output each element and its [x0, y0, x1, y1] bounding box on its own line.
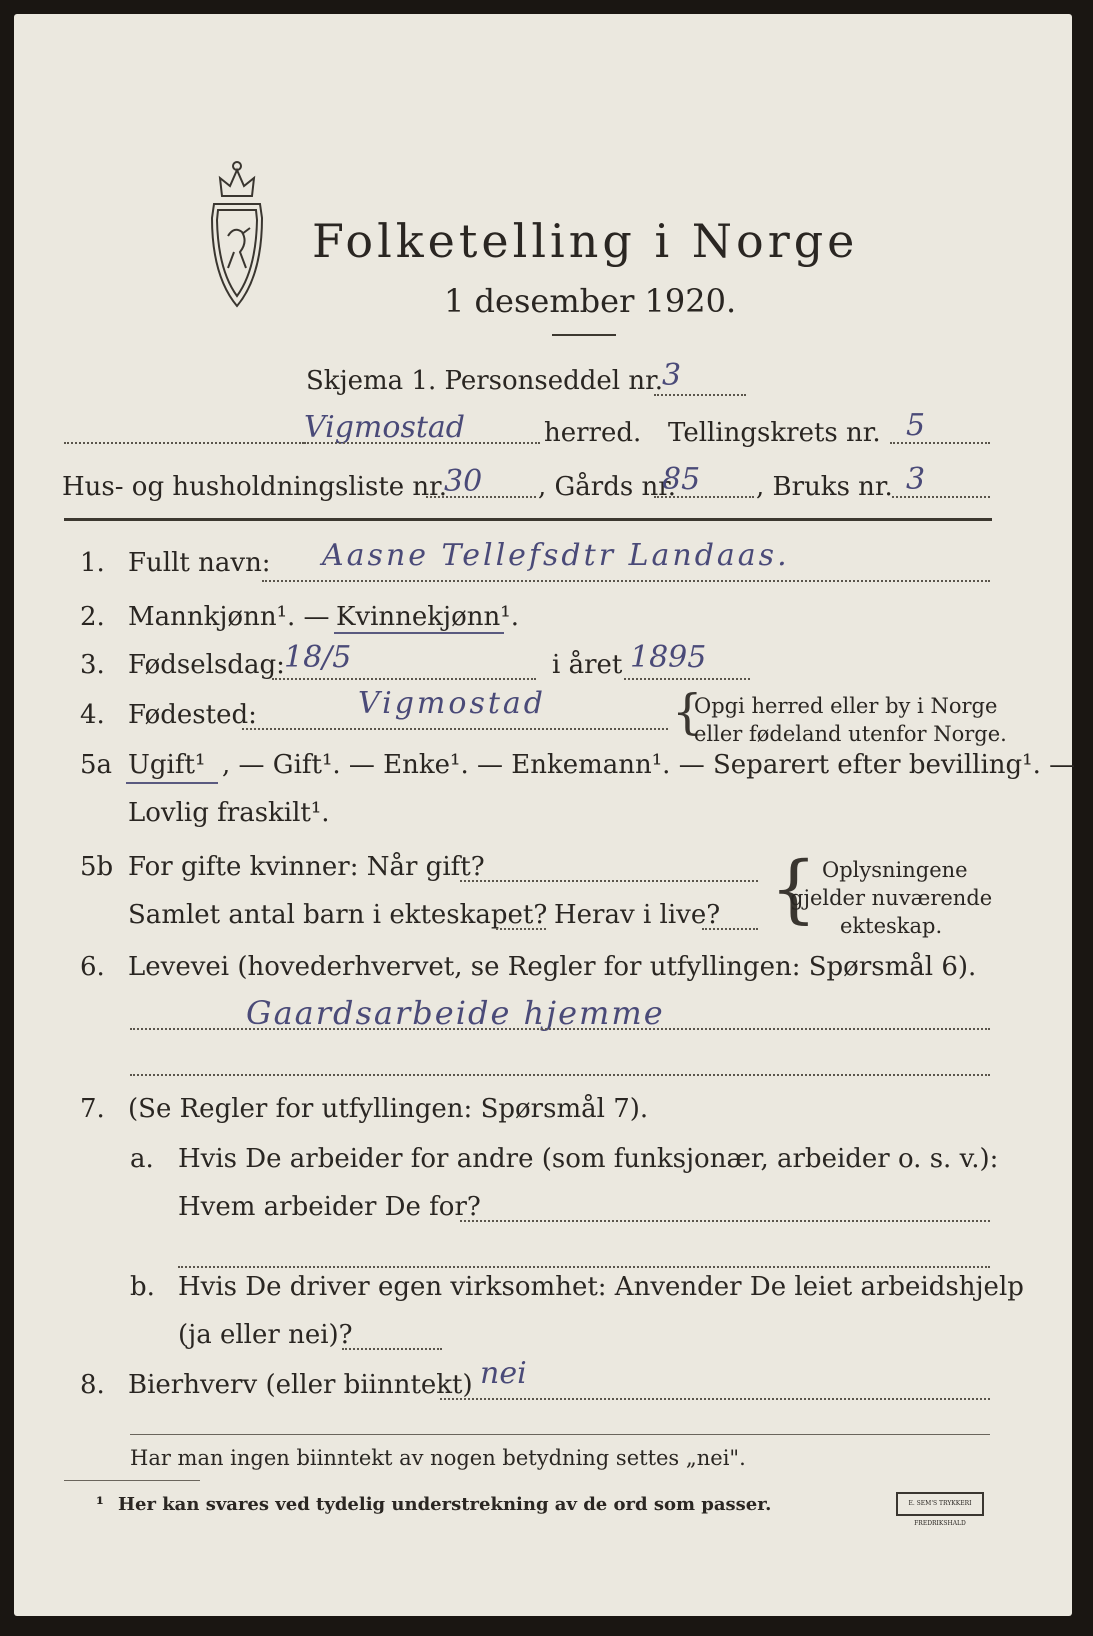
- q7a-line2: [178, 1266, 990, 1268]
- q5b-live-line: [702, 928, 758, 930]
- hus-line: [426, 496, 536, 498]
- gards-label: , Gårds nr.: [538, 472, 677, 502]
- printer-stamp: E. SEM'S TRYKKERI FREDRIKSHALD: [896, 1492, 984, 1516]
- q5b-brace: {: [770, 846, 818, 932]
- q7b-line: [342, 1348, 442, 1350]
- q5a-line2: Lovlig fraskilt¹.: [128, 798, 330, 828]
- q3-day-line: [272, 678, 536, 680]
- q2-female-underline: [334, 632, 504, 634]
- skjema-label: Skjema 1. Personseddel nr.: [306, 366, 663, 396]
- q5b-nar-gift-line: [460, 880, 758, 882]
- q4-number: 4.: [80, 700, 105, 730]
- form-title: Folketelling i Norge: [312, 214, 859, 268]
- q5b-line2b: Herav i live?: [554, 900, 721, 930]
- q3-year-label: i året: [552, 650, 623, 680]
- herred-value: Vigmostad: [304, 410, 465, 445]
- q7a-line1: [460, 1220, 990, 1222]
- q4-label: Fødested:: [128, 700, 257, 730]
- q4-line: [242, 728, 668, 730]
- q4-note-line2: eller fødeland utenfor Norge.: [694, 722, 1007, 746]
- census-date: 1 desember 1920.: [444, 282, 737, 320]
- q5b-note-line3: ekteskap.: [840, 914, 943, 938]
- footnote-mark: ¹: [96, 1494, 104, 1515]
- q1-number: 1.: [80, 548, 105, 578]
- gards-value: 85: [662, 462, 701, 497]
- q6-line1: [130, 1028, 990, 1030]
- title-divider: [552, 334, 616, 336]
- herred-label: herred.: [544, 418, 642, 448]
- hus-label: Hus- og husholdningsliste nr.: [62, 472, 448, 502]
- q6-label: Levevei (hovederhvervet, se Regler for utfyllingen: Spørsmål 6).: [128, 952, 977, 982]
- q5a-ugift-underline: [126, 782, 218, 784]
- personseddel-nr-value: 3: [662, 358, 682, 393]
- q4-note-line1: Opgi herred eller by i Norge: [694, 694, 998, 718]
- q5a-number: 5a: [80, 750, 113, 780]
- q7a-number: a.: [130, 1144, 154, 1174]
- tellingskrets-label: Tellingskrets nr.: [668, 418, 881, 448]
- herred-line: [304, 442, 540, 444]
- q4-brace: {: [672, 684, 703, 740]
- q5b-barn-line: [496, 928, 546, 930]
- q6-line2: [130, 1074, 990, 1076]
- q5b-line1: For gifte kvinner: Når gift?: [128, 852, 485, 882]
- q3-number: 3.: [80, 650, 105, 680]
- personseddel-nr-line: [654, 394, 746, 396]
- q5b-line2a: Samlet antal barn i ekteskapet?: [128, 900, 548, 930]
- census-form-page: [14, 14, 1076, 1616]
- tellingskrets-value: 5: [906, 408, 926, 443]
- nei-note: Har man ingen biinntekt av nogen betydning settes „nei".: [130, 1446, 746, 1470]
- q7-label: (Se Regler for utfyllingen: Spørsmål 7).: [128, 1094, 649, 1124]
- q6-number: 6.: [80, 952, 105, 982]
- q7-number: 7.: [80, 1094, 105, 1124]
- header-divider: [64, 518, 992, 521]
- footnote-text: Her kan svares ved tydelig understrekning av de ord som passer.: [118, 1494, 772, 1515]
- q3-year-line: [624, 678, 750, 680]
- bruks-line: [892, 496, 990, 498]
- q7a-question: Hvem arbeider De for?: [178, 1192, 481, 1222]
- notes-divider: [130, 1434, 990, 1435]
- q2-female: Kvinnekjønn¹.: [336, 602, 519, 632]
- q3-label: Fødselsdag:: [128, 650, 285, 680]
- q7b-text: Hvis De driver egen virksomhet: Anvender De leiet arbeidshjelp: [178, 1272, 1024, 1302]
- hus-value: 30: [444, 464, 483, 499]
- q8-line: [440, 1398, 990, 1400]
- q1-label: Fullt navn:: [128, 548, 271, 578]
- tellingskrets-line: [890, 442, 990, 444]
- q8-value: nei: [480, 1356, 527, 1391]
- herred-lead-line: [64, 442, 304, 444]
- bruks-label: , Bruks nr.: [756, 472, 893, 502]
- q7b-question: (ja eller nei)?: [178, 1320, 353, 1350]
- q5b-note-line2: gjelder nuværende: [790, 886, 993, 910]
- q7a-text: Hvis De arbeider for andre (som funksjonær, arbeider o. s. v.):: [178, 1144, 999, 1174]
- q7b-number: b.: [130, 1272, 155, 1302]
- q4-value: Vigmostad: [358, 686, 546, 721]
- footnote-divider: [64, 1480, 200, 1481]
- q5b-note-line1: Oplysningene: [822, 858, 968, 882]
- q3-day-value: 18/5: [284, 640, 352, 675]
- q5a-options: , — Gift¹. — Enke¹. — Enkemann¹. — Separert efter bevilling¹. —: [222, 750, 1076, 780]
- q8-number: 8.: [80, 1370, 105, 1400]
- q8-label: Bierhverv (eller biinntekt): [128, 1370, 473, 1400]
- q6-value: Gaardsarbeide hjemme: [246, 994, 665, 1032]
- q5b-number: 5b: [80, 852, 114, 882]
- q2-male: Mannkjønn¹. —: [128, 602, 330, 632]
- q5a-ugift: Ugift¹: [128, 750, 206, 780]
- q2-number: 2.: [80, 602, 105, 632]
- coat-of-arms-icon: [192, 156, 282, 321]
- bruks-value: 3: [906, 462, 926, 497]
- gards-line: [654, 496, 754, 498]
- q3-year-value: 1895: [630, 640, 707, 675]
- q1-line: [262, 580, 990, 582]
- q1-value: Aasne Tellefsdtr Landaas.: [322, 538, 790, 573]
